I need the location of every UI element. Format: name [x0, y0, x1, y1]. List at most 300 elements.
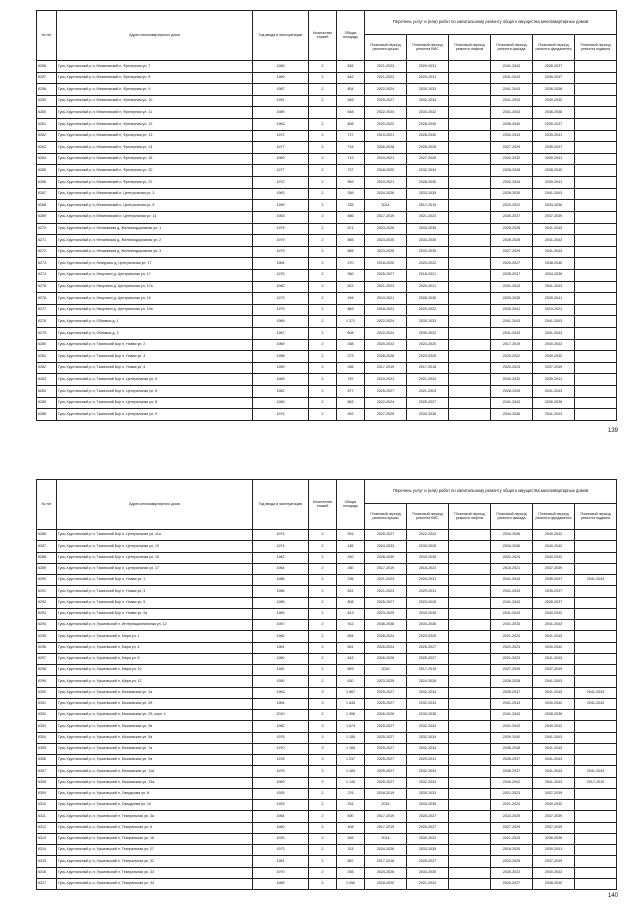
table-cell: 2027-2029 — [491, 822, 533, 833]
table-cell: 6287 — [37, 541, 57, 552]
table-cell — [449, 777, 491, 788]
table-cell: 2035-2037 — [533, 72, 575, 84]
table-cell: 2040-2042 — [533, 800, 575, 811]
table-row — [37, 665, 617, 676]
table-cell: 2019-2021 — [533, 304, 575, 316]
table-cell: 912 — [337, 620, 365, 631]
table-cell: Гусь-Хрустальный р-н, Тасинский Бор п, Центральная ул, 11а — [57, 530, 253, 541]
header-lift: Плановый период ремонта лифтов — [449, 504, 491, 530]
table-cell: 2029-2031 — [407, 72, 449, 84]
table-cell: 1925 — [253, 788, 309, 799]
page-number: 140 — [607, 893, 618, 899]
table-cell: 2021-2023 — [365, 575, 407, 586]
table-cell: 1967 — [253, 328, 309, 340]
table-cell — [575, 200, 617, 212]
table-cell: Гусь-Хрустальный р-н, Обливкы д, 2 — [57, 328, 253, 340]
table-cell: Гусь-Хрустальный р-н, Тасинский Бор п, Центральная ул, 15 — [57, 552, 253, 563]
table-cell — [575, 84, 617, 96]
header-facade: Плановый период ремонта фасада — [491, 35, 533, 61]
table-cell: 2018-2019 — [365, 788, 407, 799]
table-cell: 1964 — [253, 258, 309, 270]
table-cell: 1982 — [253, 721, 309, 732]
table-cell — [449, 597, 491, 608]
table-cell — [449, 563, 491, 574]
table-cell: 2018-2020 — [491, 845, 533, 856]
table-cell: 2033-2035 — [407, 223, 449, 235]
table-cell — [449, 153, 491, 165]
table-cell: 2030-2032 — [407, 316, 449, 328]
table-cell — [449, 84, 491, 96]
repair-table — [36, 479, 617, 890]
table-cell: 2033-2035 — [407, 552, 449, 563]
table-cell: 2028-2028 — [491, 165, 533, 177]
table-cell: 236 — [337, 575, 365, 586]
table-cell: 6285 — [37, 397, 57, 409]
table-cell: 2021-2023 — [365, 586, 407, 597]
table-cell: 2041-2043 — [491, 316, 533, 328]
table-cell: 2022-2024 — [365, 84, 407, 96]
table-cell — [575, 374, 617, 386]
table-row — [37, 631, 617, 642]
table-cell: 6279 — [37, 328, 57, 340]
table-cell: 2014 — [365, 833, 407, 844]
table-cell: 2039-2041 — [533, 374, 575, 386]
table-cell: 1982 — [253, 281, 309, 293]
table-cell — [575, 130, 617, 142]
header-basement: Плановый период ремонта подвала — [575, 504, 617, 530]
table-cell: 2021-2023 — [491, 788, 533, 799]
table-cell: 1954 — [253, 811, 309, 822]
table-cell: 1 050 — [337, 878, 365, 889]
table-cell: 2020-2022 — [491, 200, 533, 212]
table-cell — [449, 107, 491, 119]
header-vis: Плановый период ремонта ВИС — [407, 504, 449, 530]
table-cell: 2 — [309, 351, 337, 363]
table-cell: 2034-2036 — [491, 409, 533, 421]
table-cell: 2025-2027 — [365, 755, 407, 766]
table-row — [37, 856, 617, 867]
table-cell: 648 — [337, 107, 365, 119]
table-cell: 2035-2037 — [491, 269, 533, 281]
table-cell: Гусь-Хрустальный р-н, Уршельский п, Московская ул, 1а — [57, 687, 253, 698]
table-cell — [575, 586, 617, 597]
table-cell: 2 — [309, 575, 337, 586]
table-cell: 6296 — [37, 642, 57, 653]
table-cell: Гусь-Хрустальный р-н, Уршельский п, Свердлова ул, 8 — [57, 788, 253, 799]
table-cell: 1961 — [253, 856, 309, 867]
table-cell: 3 — [309, 743, 337, 754]
table-body — [37, 61, 617, 421]
table-cell — [449, 328, 491, 340]
table-cell: 2037-2039 — [533, 563, 575, 574]
table-cell: Гусь-Хрустальный р-н, Мезиновский п, Центральная ул, 5 — [57, 200, 253, 212]
table-cell: 1976 — [253, 755, 309, 766]
table-cell: 871 — [337, 223, 365, 235]
table-row — [37, 362, 617, 374]
table-cell: 6259 — [37, 95, 57, 107]
table-cell — [449, 653, 491, 664]
table-cell: Гусь-Хрустальный р-н, Мезиновский п, Фрезерная ул, 11 — [57, 107, 253, 119]
table-cell: Гусь-Хрустальный р-н, Уршельский п, Театральная ул, 3а — [57, 811, 253, 822]
table-cell — [449, 211, 491, 223]
table-cell: 1978 — [253, 732, 309, 743]
table-row — [37, 530, 617, 541]
table-cell: 6260 — [37, 107, 57, 119]
table-cell: 2025-2027 — [365, 698, 407, 709]
table-cell: 6299 — [37, 676, 57, 687]
table-row — [37, 710, 617, 721]
table-cell: 2028-2030 — [407, 130, 449, 142]
table-cell: Гусь-Хрустальный р-н, Уршельский п, Театральная ул, 16 — [57, 833, 253, 844]
table-cell — [449, 732, 491, 743]
table-cell: 2041-2043 — [533, 328, 575, 340]
table-row — [37, 878, 617, 889]
table-cell: 2 — [309, 878, 337, 889]
table-cell: 185 — [337, 541, 365, 552]
table-cell: 2028-2030 — [407, 293, 449, 305]
table-cell: 2026-2024 — [365, 631, 407, 642]
table-cell: 2 — [309, 281, 337, 293]
table-cell: 2 — [309, 235, 337, 247]
table-cell: 1 306 — [337, 710, 365, 721]
table-cell — [449, 316, 491, 328]
table-cell: 2032-2034 — [407, 777, 449, 788]
table-cell: 2022-2024 — [407, 530, 449, 541]
table-cell: 6257 — [37, 72, 57, 84]
table-cell: 2 — [309, 608, 337, 619]
table-cell: 6258 — [37, 84, 57, 96]
table-cell — [309, 107, 337, 119]
table-cell: 2020-2022 — [365, 119, 407, 131]
table-cell: 2041-2043 — [491, 61, 533, 73]
table-cell: 2 — [309, 597, 337, 608]
table-row — [37, 235, 617, 247]
table-row — [37, 61, 617, 73]
table-cell — [449, 281, 491, 293]
table-cell: 2025-2027 — [407, 653, 449, 664]
table-cell — [449, 878, 491, 889]
table-cell: 2041-2043 — [533, 281, 575, 293]
table-cell: 2026-2026 — [365, 710, 407, 721]
header-address: Адрес многоквартирного дома — [57, 480, 253, 530]
table-cell — [575, 281, 617, 293]
table-cell: Гусь-Хрустальный р-н, Уршельский п, Московская ул, 13а — [57, 777, 253, 788]
table-cell: 6283 — [37, 374, 57, 386]
table-cell: 2016 — [365, 665, 407, 676]
table-cell: Гусь-Хрустальный р-н, Нечаевская д, Железнодорожная ул, 3 — [57, 246, 253, 258]
table-cell: 2039-2041 — [491, 304, 533, 316]
table-cell: 1965 — [253, 878, 309, 889]
table-cell — [575, 822, 617, 833]
table-cell: 2028-2030 — [407, 119, 449, 131]
table-cell: 2026-2028 — [491, 676, 533, 687]
table-cell — [449, 530, 491, 541]
table-cell: 2 — [309, 586, 337, 597]
table-cell: Гусь-Хрустальный р-н, Уршельский п, Театральная ул, 34 — [57, 878, 253, 889]
table-row — [37, 177, 617, 189]
table-cell: 2021-2023 — [365, 61, 407, 73]
table-cell — [449, 586, 491, 597]
table-cell: 2025-2027 — [407, 642, 449, 653]
table-cell: 2038-2040 — [533, 878, 575, 889]
table-cell: 804 — [337, 84, 365, 96]
table-cell: 2 — [309, 153, 337, 165]
table-cell: Гусь-Хрустальный р-н, Нечаевская д, Железнодорожная ул, 2 — [57, 235, 253, 247]
table-row — [37, 200, 617, 212]
table-cell: Гусь-Хрустальный р-н, Мезиновский п, Фрезерная ул, 20 — [57, 165, 253, 177]
table-cell: 2040-2042 — [533, 339, 575, 351]
table-cell: Гусь-Хрустальный р-н, Тасинский Бор п, Новая ул, 4 — [57, 362, 253, 374]
table-row — [37, 246, 617, 258]
table-row — [37, 845, 617, 856]
table-cell: 2040-2042 — [533, 351, 575, 363]
table-cell — [575, 95, 617, 107]
table-cell: 2020-2022 — [407, 258, 449, 270]
table-row — [37, 316, 617, 328]
table-cell: 2039-2041 — [533, 130, 575, 142]
table-cell — [575, 867, 617, 878]
table-cell: 2040-2042 — [533, 95, 575, 107]
table-cell: 2034-2036 — [407, 620, 449, 631]
table-cell: 2033-2035 — [407, 188, 449, 200]
table-cell — [575, 328, 617, 340]
table-cell: 2039-2041 — [533, 845, 575, 856]
table-cell: 2041-2043 — [575, 687, 617, 698]
header-floors: Количество этажей — [309, 11, 337, 61]
table-cell: 2040-2042 — [533, 698, 575, 709]
table-cell: 2027-2029 — [491, 142, 533, 154]
table-cell: 2040-2042 — [533, 541, 575, 552]
table-cell — [449, 351, 491, 363]
table-cell: 2023-2025 — [491, 811, 533, 822]
table-cell: 2041-2043 — [491, 710, 533, 721]
table-cell: 2 — [309, 552, 337, 563]
table-cell: 2021-2023 — [491, 642, 533, 653]
table-cell — [449, 142, 491, 154]
table-cell: 1963 — [253, 119, 309, 131]
table-cell: 2 — [309, 811, 337, 822]
table-cell: 2028-2028 — [491, 235, 533, 247]
table-row — [37, 409, 617, 421]
table-cell: 1963 — [253, 188, 309, 200]
header-roof: Плановый период ремонта крыши — [365, 35, 407, 61]
table-cell: 2033-2035 — [407, 800, 449, 811]
table-cell: 2022-2024 — [365, 328, 407, 340]
table-cell: 2036-2038 — [491, 743, 533, 754]
table-cell: Гусь-Хрустальный р-н, Мезиновский п, Фрезерная ул, 12 — [57, 119, 253, 131]
table-cell: 1985 — [253, 597, 309, 608]
table-cell: Гусь-Хрустальный р-н, Тасинский Бор п, Центральная ул, 6 — [57, 386, 253, 398]
table-cell: 1965 — [253, 61, 309, 73]
table-cell — [449, 788, 491, 799]
table-cell: 2035-2037 — [533, 586, 575, 597]
table-cell — [449, 665, 491, 676]
table-cell: 2019-2021 — [365, 130, 407, 142]
table-cell: 6273 — [37, 258, 57, 270]
table-cell — [449, 867, 491, 878]
table-cell: 6268 — [37, 200, 57, 212]
table-cell: 2020-2022 — [365, 339, 407, 351]
table-cell: 1974 — [253, 541, 309, 552]
table-cell: 2029-2031 — [407, 755, 449, 766]
table-cell: 1969 — [253, 316, 309, 328]
table-cell: 3 — [309, 687, 337, 698]
table-cell: Гусь-Хрустальный р-н, Тасинский Бор п, Центральная ул, 9 — [57, 409, 253, 421]
table-row — [37, 107, 617, 119]
table-cell — [449, 541, 491, 552]
table-cell: 2026-2028 — [407, 142, 449, 154]
table-cell: 2021-2023 — [365, 72, 407, 84]
table-cell: 2034-2036 — [491, 541, 533, 552]
table-cell: Гусь-Хрустальный р-н, Никулино д, Центральная ул, 19 — [57, 293, 253, 305]
table-cell: 2 — [309, 258, 337, 270]
table-cell — [575, 710, 617, 721]
table-cell: 1963 — [253, 687, 309, 698]
table-cell: 6293 — [37, 608, 57, 619]
table-cell: 2 — [309, 530, 337, 541]
table-cell: 2033-2035 — [407, 235, 449, 247]
table-cell — [449, 235, 491, 247]
table-row — [37, 142, 617, 154]
table-cell: 6305 — [37, 743, 57, 754]
table-cell: 1 155 — [337, 732, 365, 743]
table-cell: Гусь-Хрустальный р-н, Мезиновский п, Фрезерная ул, 10 — [57, 95, 253, 107]
table-row — [37, 676, 617, 687]
table-cell: 2024-2033 — [365, 541, 407, 552]
table-cell — [449, 269, 491, 281]
table-cell: 1979 — [253, 235, 309, 247]
table-cell: 6276 — [37, 293, 57, 305]
table-cell: 2041-2043 — [491, 95, 533, 107]
table-cell: 2 — [309, 362, 337, 374]
table-cell: 630 — [337, 676, 365, 687]
table-cell: 2040-2042 — [533, 608, 575, 619]
table-cell: 6272 — [37, 246, 57, 258]
table-cell: 2027-2029 — [491, 246, 533, 258]
table-cell: 654 — [337, 631, 365, 642]
table-cell: 2040-2042 — [533, 721, 575, 732]
table-row — [37, 755, 617, 766]
table-cell: 1960 — [253, 822, 309, 833]
table-cell — [575, 856, 617, 867]
table-cell: 2 — [309, 665, 337, 676]
table-cell — [449, 95, 491, 107]
table-cell: 273 — [337, 351, 365, 363]
table-cell: 1969 — [253, 72, 309, 84]
table-cell: 2025-2027 — [365, 269, 407, 281]
table-cell: 2 — [309, 563, 337, 574]
table-row — [37, 608, 617, 619]
table-cell: 1933 — [253, 833, 309, 844]
table-cell: 1985 — [253, 586, 309, 597]
table-cell: 1 867 — [337, 687, 365, 698]
table-cell: 2032-2034 — [491, 177, 533, 189]
table-cell: 2020-2022 — [407, 304, 449, 316]
table-cell — [449, 200, 491, 212]
table-cell: 1972 — [253, 177, 309, 189]
table-cell: 2 — [309, 177, 337, 189]
table-cell: 6306 — [37, 755, 57, 766]
table-cell: 6289 — [37, 563, 57, 574]
table-cell: 2037-2039 — [533, 665, 575, 676]
table-cell — [575, 833, 617, 844]
table-cell: 2018-2021 — [491, 563, 533, 574]
table-cell: 2025-2027 — [365, 95, 407, 107]
table-cell: 2032-2034 — [407, 732, 449, 743]
table-cell — [449, 409, 491, 421]
table-cell — [575, 386, 617, 398]
table-cell: 2023-2025 — [365, 676, 407, 687]
table-cell: 1 165 — [337, 743, 365, 754]
table-cell: 2041-2043 — [491, 107, 533, 119]
table-cell — [449, 188, 491, 200]
table-cell: 2032-2034 — [407, 95, 449, 107]
table-cell: 6286 — [37, 530, 57, 541]
table-cell: 2021-2023 — [407, 386, 449, 398]
table-cell: 2 — [309, 119, 337, 131]
table-cell: 2018-2021 — [365, 304, 407, 316]
table-cell: 865 — [337, 235, 365, 247]
table-cell — [449, 374, 491, 386]
table-cell: 1 140 — [337, 777, 365, 788]
table-cell: 1985 — [253, 575, 309, 586]
table-cell — [449, 608, 491, 619]
header-foundation: Плановый период ремонта фундамента — [533, 35, 575, 61]
table-cell: 2041-2043 — [491, 586, 533, 597]
table-cell: 2023-2025 — [407, 597, 449, 608]
table-cell: 2025-2027 — [365, 777, 407, 788]
header-vis: Плановый период ремонта ВИС — [407, 35, 449, 61]
table-row — [37, 642, 617, 653]
table-cell: Гусь-Хрустальный р-н, Уршельский п, Мира ул, 6 — [57, 653, 253, 664]
table-cell — [449, 800, 491, 811]
table-cell: 2 — [309, 800, 337, 811]
table-cell: 2041-2043 — [575, 698, 617, 709]
table-cell: 2014 — [365, 200, 407, 212]
table-cell — [575, 61, 617, 73]
table-cell: 2039-2041 — [533, 293, 575, 305]
table-cell: 1964 — [253, 698, 309, 709]
table-cell: 863 — [337, 304, 365, 316]
table-cell: 6308 — [37, 777, 57, 788]
table-cell: 2 — [309, 95, 337, 107]
table-cell: 1 371 — [337, 316, 365, 328]
table-cell: 2017-2019 — [365, 811, 407, 822]
table-cell: 2019-2021 — [365, 177, 407, 189]
table-cell: 2023-2025 — [491, 856, 533, 867]
table-cell: 2 — [309, 845, 337, 856]
table-cell: 2041-2043 — [533, 653, 575, 664]
table-cell: 335 — [337, 200, 365, 212]
table-cell: 6266 — [37, 177, 57, 189]
table-cell: 2021-2023 — [407, 374, 449, 386]
table-cell: 2038-2040 — [533, 165, 575, 177]
table-cell: 2033-2035 — [407, 608, 449, 619]
table-cell: 6263 — [37, 142, 57, 154]
table-cell: 6315 — [37, 856, 57, 867]
table-cell: Гусь-Хрустальный р-н, Уршельский п, Московская ул, 7а — [57, 743, 253, 754]
table-row — [37, 743, 617, 754]
table-cell — [449, 856, 491, 867]
table-cell: 6270 — [37, 223, 57, 235]
table-cell: 645 — [337, 95, 365, 107]
table-cell: Гусь-Хрустальный р-н, Мезиновский п, Фрезерная ул, 16 — [57, 153, 253, 165]
table-cell: 2 — [309, 541, 337, 552]
table-cell: 2017-2019 — [575, 777, 617, 788]
table-cell: 2039-2041 — [533, 177, 575, 189]
table-cell — [449, 119, 491, 131]
table-cell: 2025-2027 — [365, 732, 407, 743]
